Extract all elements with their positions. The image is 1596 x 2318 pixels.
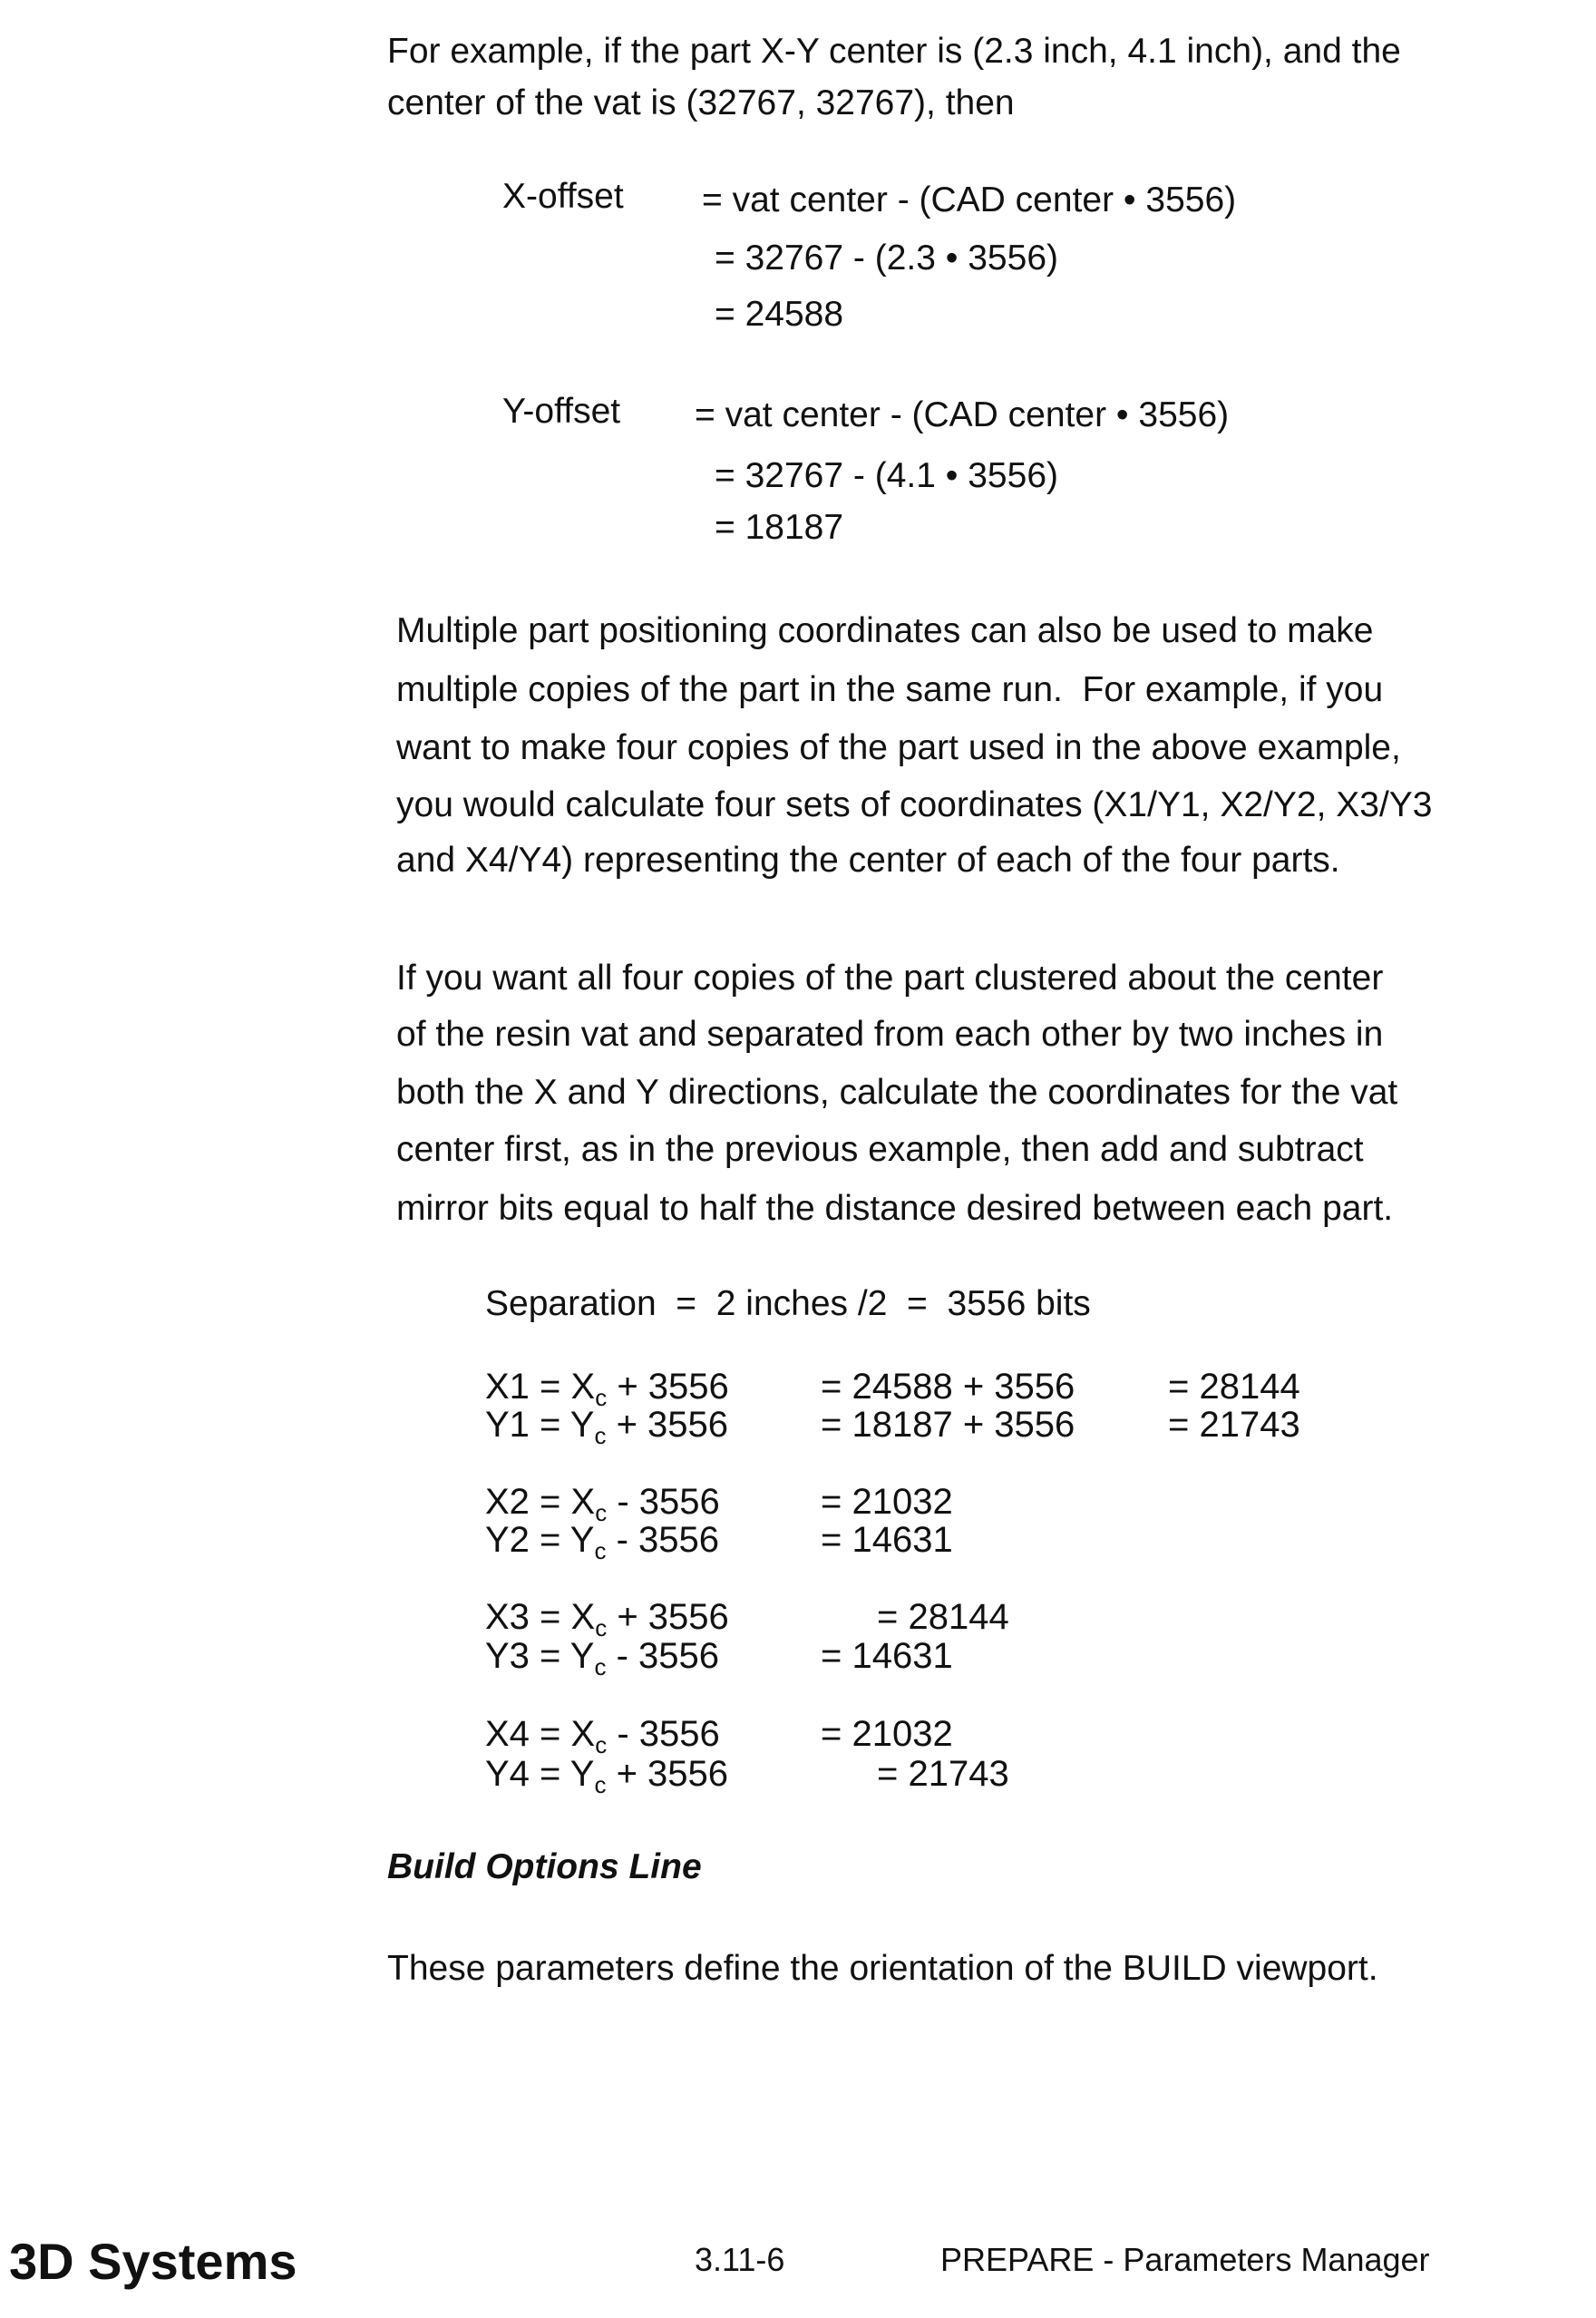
equation-substitution: = 14631 [821, 1636, 953, 1676]
paragraph-line: mirror bits equal to half the distance desired between each part. [396, 1187, 1393, 1231]
paragraph-line: Multiple part positioning coordinates can also be used to make [396, 609, 1373, 653]
center-subscript: c [594, 1537, 606, 1564]
equation-substitution: = 21032 [821, 1714, 953, 1754]
separation-formula: Separation = 2 inches /2 = 3556 bits [485, 1282, 1091, 1326]
equation-operation: - 3556 [607, 1714, 720, 1754]
center-subscript: c [595, 1384, 607, 1411]
equation-operation: - 3556 [607, 1482, 720, 1522]
y-offset-label: Y-offset [502, 390, 620, 433]
paragraph-line: multiple copies of the part in the same run. For example, if you [396, 668, 1383, 712]
equation-result: = 28144 [877, 1597, 1009, 1637]
equation-variable: X3 = X [485, 1597, 595, 1637]
x-offset-label: X-offset [502, 175, 624, 219]
equation-operation: - 3556 [606, 1520, 719, 1560]
paragraph-line: both the X and Y directions, calculate the coordinates for the vat [396, 1071, 1397, 1115]
y-offset-line: = 18187 [715, 506, 843, 550]
equation-substitution: = 21032 [821, 1482, 953, 1522]
y-offset-line: = vat center - (CAD center • 3556) [695, 394, 1229, 437]
paragraph-line: and X4/Y4) representing the center of each of the four parts. [396, 839, 1340, 882]
equation-lhs [485, 1520, 719, 1560]
equation-variable: X2 = X [485, 1482, 595, 1522]
build-options-heading: Build Options Line [387, 1846, 702, 1889]
paragraph-line: of the resin vat and separated from each other by two inches in [396, 1013, 1383, 1057]
equation-operation: - 3556 [606, 1636, 719, 1676]
equation-lhs [485, 1714, 720, 1754]
footer-section-title: PREPARE - Parameters Manager [940, 2240, 1430, 2280]
equation-substitution: = 14631 [821, 1520, 953, 1560]
center-subscript: c [594, 1653, 606, 1680]
x-offset-line: = 32767 - (2.3 • 3556) [715, 237, 1058, 280]
equation-operation: + 3556 [606, 1405, 728, 1445]
center-subscript: c [594, 1771, 606, 1798]
equation-result: = 28144 [1168, 1367, 1300, 1407]
equation-operation: + 3556 [607, 1367, 729, 1407]
equation-lhs [485, 1597, 729, 1637]
intro-line: For example, if the part X-Y center is (2.3 inch, 4.1 inch), and the [387, 30, 1401, 73]
equation-lhs [485, 1482, 720, 1522]
x-offset-line: = 24588 [715, 293, 843, 336]
paragraph-line: want to make four copies of the part used in the above example, [396, 726, 1401, 770]
equation-lhs [485, 1754, 728, 1794]
center-subscript: c [595, 1731, 607, 1758]
paragraph-line: you would calculate four sets of coordinates (X1/Y1, X2/Y2, X3/Y3 [396, 784, 1432, 827]
paragraph-line: center first, as in the previous example, then add and subtract [396, 1128, 1364, 1172]
paragraph-line: If you want all four copies of the part clustered about the center [396, 957, 1383, 1000]
equation-operation: + 3556 [607, 1597, 729, 1637]
footer-brand: 3D Systems [9, 2233, 297, 2291]
y-offset-line: = 32767 - (4.1 • 3556) [715, 454, 1058, 498]
equation-variable: Y3 = Y [485, 1636, 594, 1676]
equation-variable: Y1 = Y [485, 1405, 594, 1445]
center-subscript: c [594, 1422, 606, 1449]
build-options-text: These parameters define the orientation of the BUILD viewport. [387, 1947, 1378, 1991]
equation-result: = 21743 [1168, 1405, 1300, 1445]
equation-substitution: = 18187 + 3556 [821, 1405, 1075, 1445]
center-subscript: c [595, 1499, 607, 1526]
equation-lhs [485, 1367, 729, 1407]
footer-page-number: 3.11-6 [695, 2240, 784, 2280]
x-offset-line: = vat center - (CAD center • 3556) [702, 179, 1236, 222]
equation-substitution: = 24588 + 3556 [821, 1367, 1075, 1407]
equation-lhs [485, 1636, 719, 1676]
equation-variable: X1 = X [485, 1367, 595, 1407]
equation-lhs [485, 1405, 728, 1445]
equation-variable: Y4 = Y [485, 1754, 594, 1794]
intro-line: center of the vat is (32767, 32767), then [387, 82, 1015, 125]
equation-variable: X4 = X [485, 1714, 595, 1754]
center-subscript: c [595, 1614, 607, 1641]
equation-result: = 21743 [877, 1754, 1009, 1794]
equation-variable: Y2 = Y [485, 1520, 594, 1560]
equation-operation: + 3556 [606, 1754, 728, 1794]
